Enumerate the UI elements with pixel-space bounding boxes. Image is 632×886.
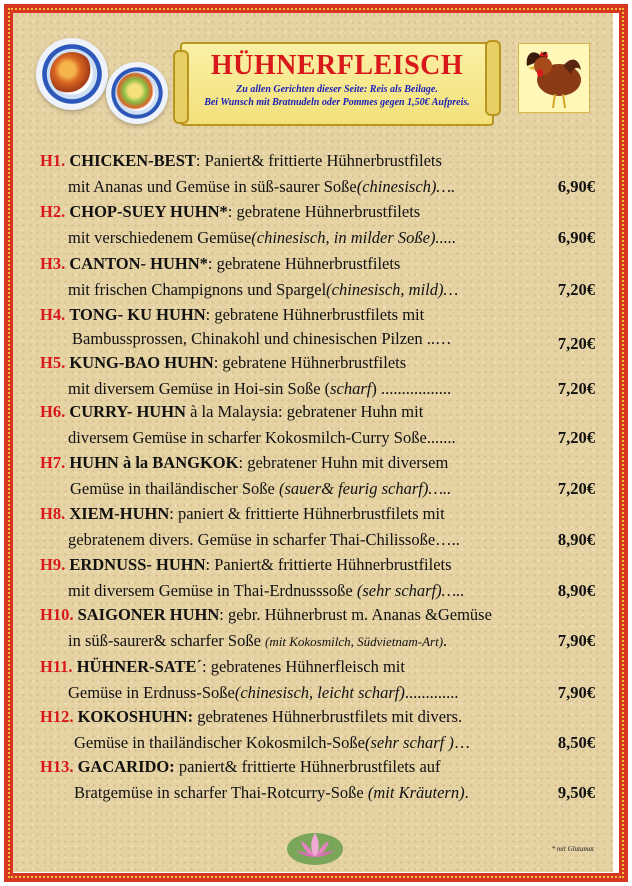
item-description: : gebratene Hühnerbrustfilets (207, 254, 401, 273)
item-dots: ) ................. (371, 379, 452, 398)
item-dot: . (443, 631, 448, 650)
item-price: 8,90€ (557, 530, 595, 549)
item-description: : gebratene Hühnerbrustfilets (227, 202, 421, 221)
item-description-line2: mit diversem Gemüse in Hoi-sin Soße ( (68, 379, 331, 398)
menu-list (40, 148, 605, 806)
item-description: paniert& frittierte Hühnerbrustfilets auf (174, 757, 441, 776)
menu-item-h10 (40, 602, 605, 654)
item-name: HUHN à la BANGKOK (69, 453, 239, 472)
item-name: ERDNUSS- HUHN (69, 555, 206, 574)
item-name: TONG- KU HUHN (69, 305, 206, 324)
item-description-line2: Bambussprossen, Chinakohl und chinesischen Pilzen ..… (72, 329, 452, 348)
item-name: HÜHNER-SATE´ (76, 657, 202, 676)
fried-chicken-image (50, 52, 94, 96)
lotus-image (286, 827, 344, 867)
item-description: : gebr. Hühnerbrust m. Ananas &Gemüse (219, 605, 492, 624)
menu-item-h2 (40, 199, 605, 251)
item-note: (sehr scharf)….. (356, 581, 465, 600)
item-code: H6. (40, 402, 66, 421)
item-code: H2. (40, 202, 66, 221)
item-code: H9. (40, 555, 66, 574)
item-price: 7,20€ (557, 428, 595, 447)
item-note: (chinesisch)…. (356, 177, 456, 196)
item-description: : gebratener Huhn mit diversem (238, 453, 449, 472)
item-name: KUNG-BAO HUHN (69, 353, 214, 372)
item-dots: … (453, 733, 471, 752)
menu-item-h9 (40, 552, 605, 602)
item-description-line2: mit frischen Champignons und Spargel (68, 280, 327, 299)
item-note: (sehr scharf ) (364, 733, 454, 752)
item-description: : gebratene Hühnerbrustfilets (213, 353, 407, 372)
item-note: (mit Kräutern) (367, 783, 465, 802)
item-name: CHOP-SUEY HUHN* (69, 202, 228, 221)
item-name: SAIGONER HUHN (77, 605, 220, 624)
item-description-line2: diversem Gemüse in scharfer Kokosmilch-Curry Soße....... (68, 428, 456, 447)
item-price: 7,20€ (557, 334, 595, 353)
menu-item-h13 (40, 754, 605, 806)
glutamate-footnote: * mit Glutamat (551, 845, 594, 853)
item-dots: ............. (404, 683, 459, 702)
item-price: 7,20€ (557, 379, 595, 398)
item-description-line2: in süß-saurer& scharfer Soße (68, 631, 266, 650)
rooster-image (518, 43, 590, 113)
page-title: HÜHNERFLEISCH (210, 50, 464, 81)
item-description: : gebratene Hühnerbrustfilets mit (205, 305, 425, 324)
item-description-line2: mit verschiedenem Gemüse (68, 228, 252, 247)
menu-item-h1 (40, 148, 605, 199)
item-code: H7. (40, 453, 66, 472)
item-price: 6,90€ (557, 177, 595, 196)
item-code: H3. (40, 254, 66, 273)
item-note: (mit Kokosmilch, Südvietnam-Art) (265, 634, 444, 649)
item-description-line2: Bratgemüse in scharfer Thai-Rotcurry-Soße (74, 783, 368, 802)
item-note: (chinesisch, leicht scharf) (234, 683, 405, 702)
item-description: : paniert & frittierte Hühnerbrustfilets mit (169, 504, 445, 523)
item-price: 8,90€ (557, 581, 595, 600)
title-scroll (180, 42, 494, 126)
item-description-line2: mit diversem Gemüse in Thai-Erdnusssoße (68, 581, 357, 600)
item-code: H4. (40, 305, 66, 324)
item-price: 7,20€ (557, 280, 595, 299)
item-note: scharf (330, 379, 372, 398)
menu-item-h6 (40, 399, 605, 450)
item-name: XIEM-HUHN (69, 504, 170, 523)
menu-item-h3 (40, 251, 605, 302)
item-name: CHICKEN-BEST (69, 151, 196, 170)
item-description-line2: Gemüse in thailändischer Kokosmilch-Soße (74, 733, 365, 752)
item-price: 7,90€ (557, 683, 595, 702)
item-description: : Paniert& frittierte Hühnerbrustfilets (205, 555, 452, 574)
item-name: CURRY- HUHN (69, 402, 186, 421)
item-price: 6,90€ (557, 228, 595, 247)
menu-item-h8 (40, 501, 605, 552)
item-description-line2: Gemüse in Erdnuss-Soße (68, 683, 235, 702)
subtitle-noodles: Bei Wunsch mit Bratnudeln oder Pommes gegen 1,50€ Aufpreis. (204, 97, 470, 108)
rooster-icon (519, 44, 589, 112)
lotus-flower-icon (286, 827, 344, 867)
item-price: 7,20€ (557, 479, 595, 498)
item-name: CANTON- HUHN* (69, 254, 208, 273)
item-description-line2: Gemüse in thailändischer Soße (70, 479, 279, 498)
subtitle-rice: Zu allen Gerichten dieser Seite: Reis als Beilage. (236, 84, 438, 95)
item-code: H8. (40, 504, 66, 523)
item-price: 8,50€ (557, 733, 595, 752)
item-name: KOKOSHUHN: (77, 707, 194, 726)
item-price: 7,90€ (557, 631, 595, 650)
menu-item-h4 (40, 302, 605, 353)
item-description: à la Malaysia: gebratener Huhn mit (185, 402, 424, 421)
vegetable-dish-image (116, 72, 158, 114)
item-description-line2: mit Ananas und Gemüse in süß-saurer Soße (68, 177, 357, 196)
item-code: H11. (40, 657, 73, 676)
item-dot: . (464, 783, 469, 802)
item-code: H10. (40, 605, 74, 624)
item-description: gebratenes Hühnerbrustfilets mit divers. (193, 707, 463, 726)
menu-item-h11 (40, 654, 605, 704)
item-note: (chinesisch, mild)… (326, 280, 459, 299)
item-code: H13. (40, 757, 74, 776)
item-description: : gebratenes Hühnerfleisch mit (201, 657, 405, 676)
item-description-line2: gebratenem divers. Gemüse in scharfer Thai-Chilissoße….. (68, 530, 460, 549)
item-code: H1. (40, 151, 66, 170)
item-description: : Paniert& frittierte Hühnerbrustfilets (195, 151, 442, 170)
menu-item-h12 (40, 704, 605, 754)
item-name: GACARIDO: (77, 757, 175, 776)
menu-item-h7 (40, 450, 605, 501)
item-note: (sauer& feurig scharf)….. (278, 479, 452, 498)
menu-item-h5 (40, 350, 605, 399)
item-note: (chinesisch, in milder Soße)..... (251, 228, 457, 247)
item-price: 9,50€ (557, 783, 595, 802)
item-code: H5. (40, 353, 66, 372)
item-code: H12. (40, 707, 74, 726)
